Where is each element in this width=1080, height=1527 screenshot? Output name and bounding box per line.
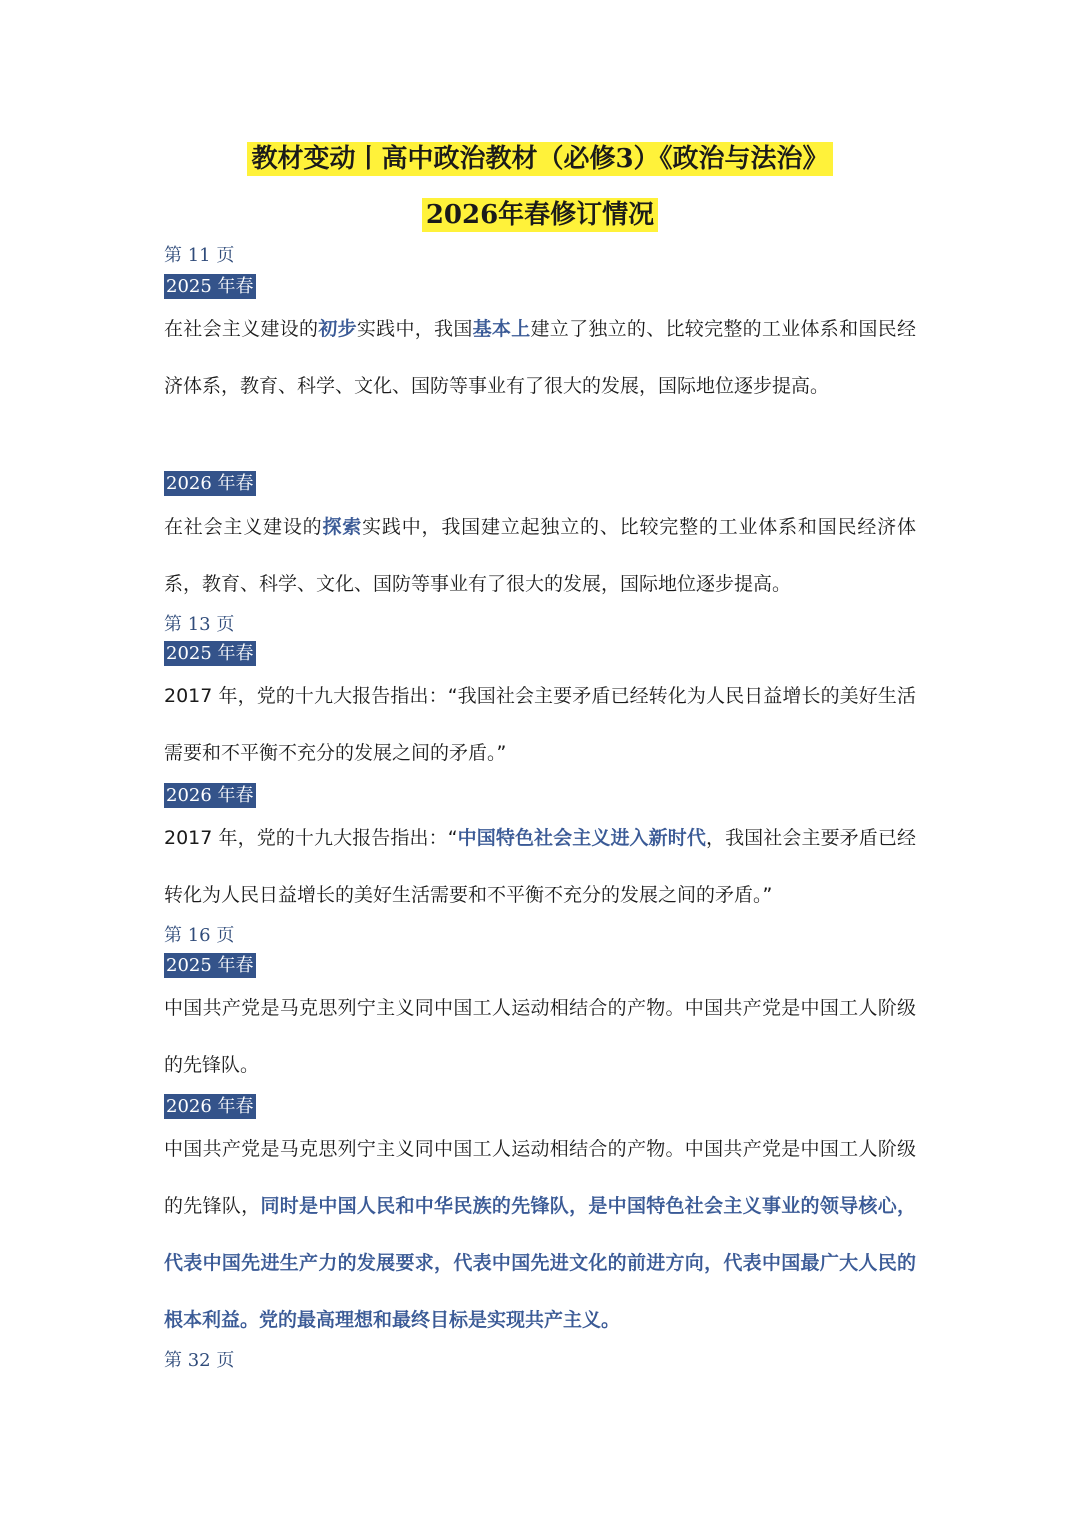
paragraph-2025: 中国共产党是马克思列宁主义同中国工人运动相结合的产物。中国共产党是中国工人阶级的先锋队。 <box>164 997 916 1076</box>
year-badge-2026: 2026 年春 <box>166 473 254 494</box>
document-title-line-1: 教材变动丨高中政治教材（必修3）《政治与法治》 <box>0 138 1080 180</box>
page-label-16: 第 16 页 <box>164 925 235 946</box>
revision-highlight: 基本上 <box>472 318 531 340</box>
page-label-11: 第 11 页 <box>164 245 235 266</box>
page-label-32: 第 32 页 <box>164 1350 235 1371</box>
year-badge-2025: 2025 年春 <box>166 643 254 664</box>
year-badge-2026: 2026 年春 <box>166 785 254 806</box>
paragraph-2025: 2017 年，党的十九大报告指出：“我国社会主要矛盾已经转化为人民日益增长的美好生活需要和不平衡不充分的发展之间的矛盾。” <box>164 685 916 764</box>
paragraph-2026: 在社会主义建设的探索实践中，我国建立起独立的、比较完整的工业体系和国民经济体系，教育、科学、文化、国防等事业有了很大的发展，国际地位逐步提高。 <box>164 516 916 595</box>
year-badge-2025: 2025 年春 <box>166 955 254 976</box>
paragraph-2025: 在社会主义建设的初步实践中，我国基本上建立了独立的、比较完整的工业体系和国民经济体系，教育、科学、文化、国防等事业有了很大的发展，国际地位逐步提高。 <box>164 318 916 397</box>
document-title-line-2: 2026年春修订情况 <box>0 194 1080 236</box>
revision-highlight: 初步 <box>318 318 357 340</box>
year-badge-2025: 2025 年春 <box>166 276 254 297</box>
page-label-13: 第 13 页 <box>164 614 235 635</box>
paragraph-2026: 2017 年，党的十九大报告指出：“中国特色社会主义进入新时代，我国社会主要矛盾已经转化为人民日益增长的美好生活需要和不平衡不充分的发展之间的矛盾。” <box>164 827 916 906</box>
year-badge-2026: 2026 年春 <box>166 1096 254 1117</box>
revision-highlight: 中国特色社会主义进入新时代 <box>457 827 706 849</box>
paragraph-2026: 中国共产党是马克思列宁主义同中国工人运动相结合的产物。中国共产党是中国工人阶级的先锋队，同时是中国人民和中华民族的先锋队，是中国特色社会主义事业的领导核心，代表中国先进生产力的发展要求，代表中国先进文化的前进方向，代表中国最广大人民的根本利益。党的最高理想和最终目标是实现共产主义。 <box>164 1138 916 1331</box>
revision-highlight: 探索 <box>322 516 363 538</box>
revision-highlight: 同时是中国人民和中华民族的先锋队，是中国特色社会主义事业的领导核心，代表中国先进生产力的发展要求，代表中国先进文化的前进方向，代表中国最广大人民的根本利益。党的最高理想和最终目标是实现共产主义。 <box>164 1195 916 1331</box>
